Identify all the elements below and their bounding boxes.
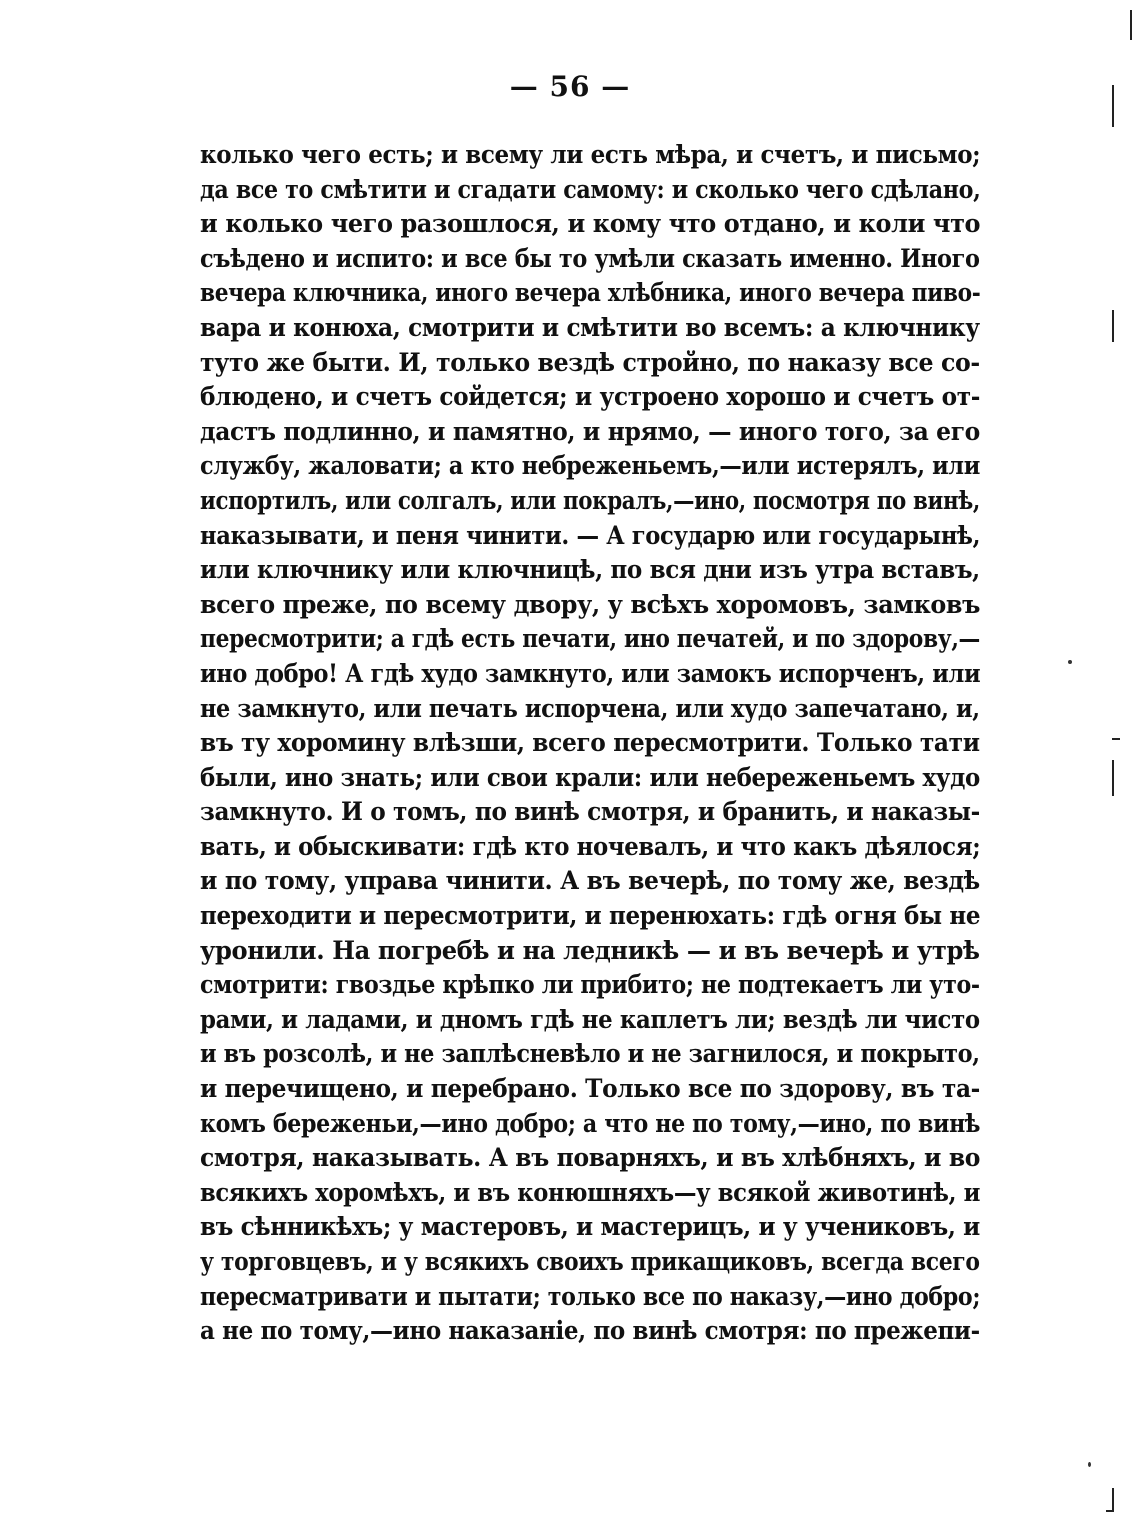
text-line: не замкнуто, или печать испорчена, или худо запечатано, и, xyxy=(200,693,980,723)
text-line: испортилъ, или солгалъ, или покралъ,—ино, посмотря по винѣ, xyxy=(200,485,981,515)
text-line: и по тому, управа чинити. А въ вечерѣ, по тому же, вездѣ xyxy=(200,866,980,896)
scan-edge-mark xyxy=(1130,10,1132,40)
text-line: блюдено, и счетъ сойдется; и устроено хорошо и счетъ от- xyxy=(200,382,980,412)
scan-edge-mark xyxy=(1112,310,1114,342)
text-line: колько чего есть; и всему ли есть мѣра, и счетъ, и письмо; xyxy=(200,140,981,169)
text-line: пересматривати и пытати; только все по наказу,—ино добро; xyxy=(200,1281,981,1311)
text-line: и перечищено, и перебрано. Только все по здорову, въ та- xyxy=(200,1074,980,1104)
page-number: — 56 — xyxy=(509,70,631,103)
scan-edge-mark xyxy=(1112,1488,1114,1512)
text-line: пересмотрити; а гдѣ есть печати, ино печатей, и по здорову,— xyxy=(200,624,980,654)
text-line: да все то смѣтити и сгадати самому: и сколько чего сдѣлано, xyxy=(200,174,981,204)
text-line: комъ береженьи,—ино добро; а что не по тому,—ино, по винѣ xyxy=(200,1108,981,1138)
scan-edge-mark xyxy=(1112,85,1114,127)
text-line: и колько чего разошлося, и кому что отдано, и коли что xyxy=(200,209,981,239)
text-line: вара и конюха, смотрити и смѣтити во всемъ: а ключнику xyxy=(200,312,980,342)
text-line: у торговцевъ, и у всякихъ своихъ прикащиковъ, всегда всего xyxy=(200,1247,980,1276)
scan-speck xyxy=(1068,660,1072,664)
text-line: наказывати, и пеня чинити. — А государю или государынѣ, xyxy=(200,520,981,550)
text-line: смотрити: гвоздье крѣпко ли прибито; не подтекаетъ ли уто- xyxy=(200,970,980,1000)
text-line: были, ино знать; или свои крали: или небереженьемъ худо xyxy=(200,762,980,792)
text-line: а не по тому,—ино наказаніе, по винѣ смотря: по прежепи- xyxy=(200,1316,980,1346)
text-line: рами, и ладами, и дномъ гдѣ не каплетъ ли; вездѣ ли чисто xyxy=(200,1004,980,1034)
text-line: туто же быти. И, только вездѣ стройно, по наказу все со- xyxy=(200,347,980,377)
text-line: и въ розсолѣ, и не заплѣсневѣло и не загнилося, и покрыто, xyxy=(200,1039,980,1069)
text-line: вать, и обыскивати: гдѣ кто ночевалъ, и что какъ дѣялося; xyxy=(200,831,981,861)
text-line: или ключнику или ключницѣ, по вся дни изъ утра вставъ, xyxy=(200,555,980,585)
scan-speck xyxy=(1088,1462,1091,1467)
text-line: всякихъ хоромѣхъ, и въ конюшняхъ—у всякой животинѣ, и xyxy=(200,1177,981,1207)
scan-edge-mark xyxy=(1112,760,1114,796)
scan-edge-mark xyxy=(1106,1510,1114,1512)
text-line: въ сѣнникѣхъ; у мастеровъ, и мастерицъ, и у учениковъ, и xyxy=(200,1212,980,1242)
text-line: переходити и пересмотрити, и перенюхать: гдѣ огня бы не xyxy=(200,901,981,931)
text-line: въ ту хоромину влѣзши, всего пересмотрити. Только тати xyxy=(200,728,980,758)
text-line: службу, жаловати; а кто небреженьемъ,—или истерялъ, или xyxy=(200,451,980,481)
text-line: дастъ подлинно, и памятно, и нрямо, — иного того, за его xyxy=(200,416,980,446)
text-line: съѣдено и испито: и все бы то умѣли сказать именно. Иного xyxy=(200,243,980,273)
text-line: смотря, наказывать. А въ поварняхъ, и въ хлѣбняхъ, и во xyxy=(200,1143,981,1173)
text-line: замкнуто. И о томъ, по винѣ смотря, и бранить, и наказы- xyxy=(200,797,980,827)
scan-edge-mark xyxy=(1112,738,1120,740)
text-line: ино добро! А гдѣ худо замкнуто, или замокъ испорченъ, или xyxy=(200,658,981,688)
body-text xyxy=(200,138,980,1349)
text-line: уронили. На погребѣ и на ледникѣ — и въ вечерѣ и утрѣ xyxy=(200,935,980,965)
text-line: вечера ключника, иного вечера хлѣбника, иного вечера пиво- xyxy=(200,278,981,308)
text-line: всего преже, по всему двору, у всѣхъ хоромовъ, замковъ xyxy=(200,589,980,619)
